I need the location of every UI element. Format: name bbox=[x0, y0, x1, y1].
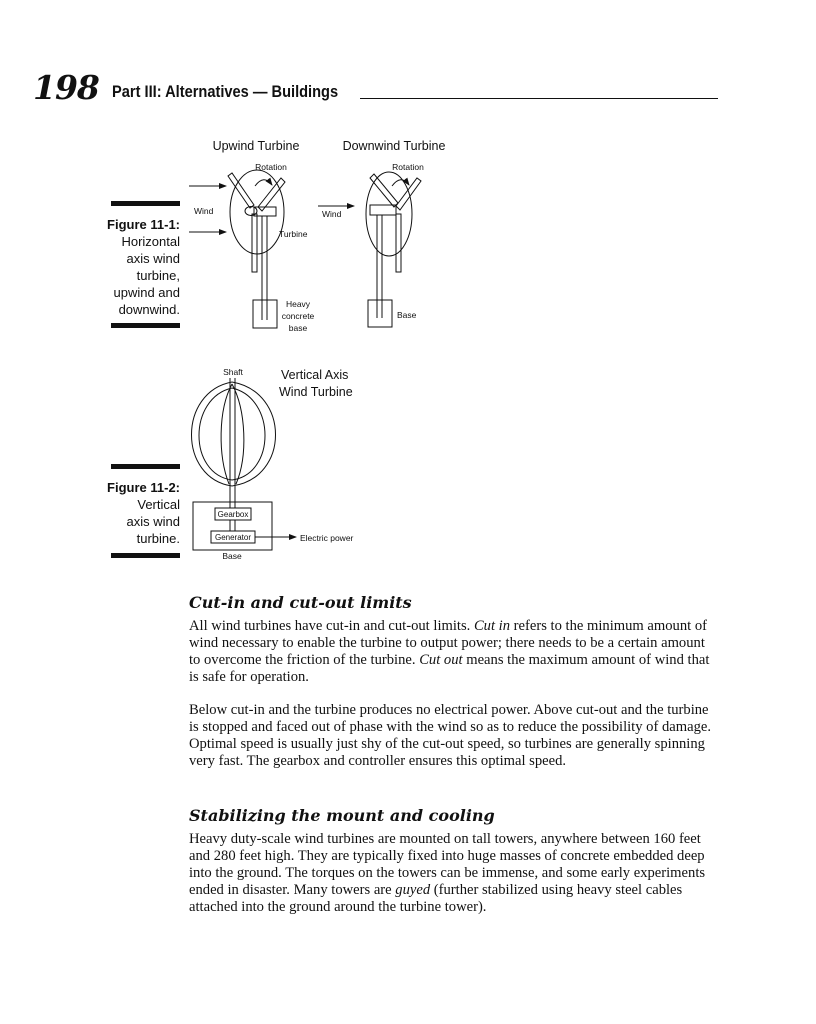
wind-label: Wind bbox=[322, 209, 342, 219]
rotation-arrow-icon bbox=[392, 180, 409, 186]
upwind-turbine-title: Upwind Turbine bbox=[212, 139, 300, 153]
blade-icon bbox=[370, 174, 398, 207]
rotation-arrow-icon bbox=[255, 180, 272, 186]
wind-label: Wind bbox=[194, 206, 214, 216]
base-label-line: base bbox=[288, 323, 308, 333]
base-label: Base bbox=[222, 551, 242, 561]
blade-icon bbox=[232, 384, 244, 484]
blade-icon bbox=[252, 214, 257, 272]
blade-icon bbox=[258, 178, 285, 211]
base-label-line: Heavy bbox=[285, 299, 311, 309]
blade-icon bbox=[396, 178, 421, 210]
blade-icon bbox=[199, 388, 232, 480]
turbine-label: Turbine bbox=[279, 229, 308, 239]
section-heading-cut-in: Cut-in and cut-out limits bbox=[189, 593, 412, 612]
paragraph-below-cut-in: Below cut-in and the turbine produces no electrical power. Above cut-out and the turbine is stopped and faced out of phase with the wind so as to reduce the possibility of damage. Optimal speed is usually just shy of the cut-out speed, so turbines are generally spinning very fast. The gearbox and controller ensures this optimal speed. bbox=[189, 702, 712, 769]
figure-11-1-caption-line: downwind. bbox=[118, 302, 180, 317]
base-label-line: concrete bbox=[281, 311, 315, 321]
concrete-base bbox=[253, 300, 277, 328]
figure-11-1-label: Figure 11-1: bbox=[107, 217, 180, 232]
nacelle bbox=[370, 205, 396, 215]
upwind-turbine-diagram bbox=[189, 139, 315, 333]
paragraph-towers: Heavy duty-scale wind turbines are mounted on tall towers, anywhere between 160 feet and 280 feet high. They are typically fixed into huge masses of concrete embedded deep into the ground. The torques on the towers can be immense, and some early experiments ended in disaster. Many towers are guyed (further stabilized using heavy steel cables attached into the ground around the turbine tower). bbox=[189, 831, 706, 915]
electric-power-label: Electric power bbox=[300, 533, 354, 543]
blade-icon bbox=[396, 214, 401, 272]
downwind-turbine-title: Downwind Turbine bbox=[342, 139, 446, 153]
figure-11-2-caption-line: Vertical bbox=[137, 497, 180, 512]
upwind-rotation-label: Rotation bbox=[255, 162, 287, 172]
section-heading-stabilizing: Stabilizing the mount and cooling bbox=[189, 806, 495, 825]
shaft-label: Shaft bbox=[223, 367, 243, 377]
figure-11-2-caption-line: axis wind bbox=[126, 514, 180, 529]
figure-11-1-caption-line: Horizontal bbox=[121, 234, 180, 249]
downwind-rotation-label: Rotation bbox=[392, 162, 424, 172]
figure-11-2-caption-line: turbine. bbox=[136, 531, 180, 546]
concrete-base bbox=[368, 300, 392, 327]
vertical-axis-title-line: Vertical Axis bbox=[281, 368, 349, 382]
gearbox-label: Gearbox bbox=[217, 510, 249, 519]
vertical-axis-turbine-diagram bbox=[192, 367, 354, 561]
generator-label: Generator bbox=[214, 533, 252, 542]
downwind-base-label: Base bbox=[397, 310, 417, 320]
figure-11-1-caption-line: turbine, bbox=[136, 268, 180, 283]
rotor-swept-area bbox=[366, 172, 412, 256]
figure-11-1-caption-line: upwind and bbox=[113, 285, 180, 300]
blade-icon bbox=[232, 388, 265, 480]
running-header-title: Part III: Alternatives — Buildings bbox=[112, 82, 339, 101]
paragraph-cut-in-definition: All wind turbines have cut-in and cut-out limits. Cut in refers to the minimum amount of wind necessary to enable the turbine to output power; there needs to be a certain amount to overcome the friction of the turbine. Cut out means the maximum amount of wind that is safe for operation. bbox=[189, 618, 710, 685]
figure-11-2-label: Figure 11-2: bbox=[107, 480, 180, 495]
blade-icon bbox=[232, 382, 276, 486]
figure-11-1-caption-line: axis wind bbox=[126, 251, 180, 266]
downwind-turbine-diagram bbox=[318, 139, 445, 327]
vertical-axis-title-line: Wind Turbine bbox=[279, 385, 353, 399]
page-number: 198 bbox=[33, 68, 99, 107]
